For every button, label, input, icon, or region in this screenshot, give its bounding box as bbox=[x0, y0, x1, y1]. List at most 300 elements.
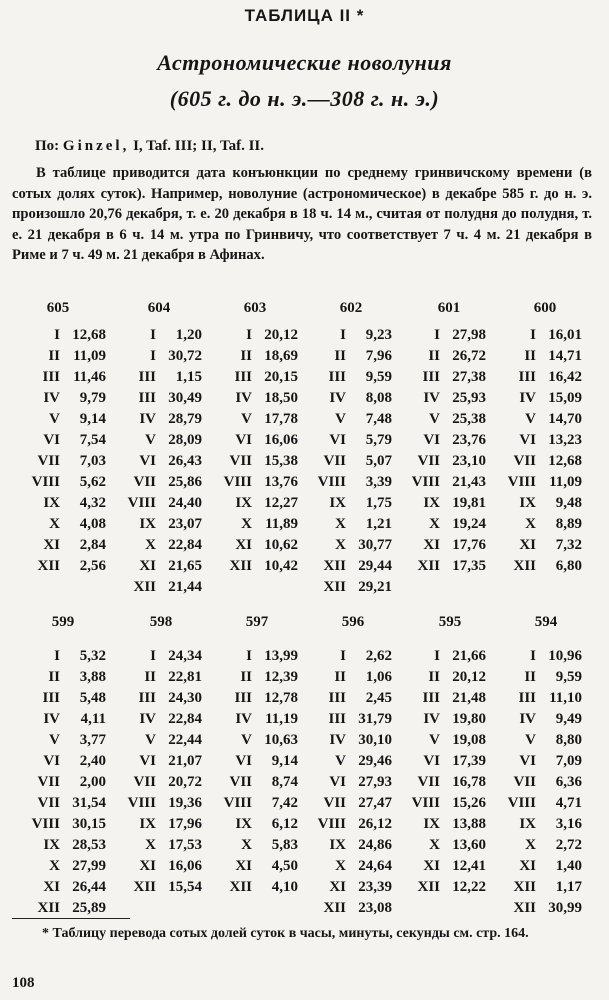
month-entry bbox=[408, 388, 486, 409]
new-moon-date: 20,15 bbox=[264, 369, 298, 385]
month-entry bbox=[124, 856, 202, 877]
new-moon-date: 14,71 bbox=[548, 348, 582, 364]
month-numeral: VII bbox=[417, 453, 440, 469]
month-entry bbox=[124, 877, 202, 898]
new-moon-date: 15,26 bbox=[452, 795, 486, 811]
month-entry bbox=[408, 346, 486, 367]
month-numeral: VIII bbox=[127, 795, 156, 811]
month-entry bbox=[314, 646, 392, 667]
month-entry bbox=[314, 577, 392, 598]
month-entry bbox=[314, 751, 392, 772]
month-entry bbox=[28, 409, 106, 430]
new-moon-date: 26,72 bbox=[452, 348, 486, 364]
new-moon-date: 17,53 bbox=[168, 837, 202, 853]
year-heading: 605 bbox=[46, 300, 70, 316]
month-numeral: V bbox=[335, 411, 346, 427]
month-entry bbox=[314, 367, 392, 388]
month-entry bbox=[124, 346, 202, 367]
month-entry bbox=[314, 688, 392, 709]
new-moon-date: 22,84 bbox=[168, 537, 202, 553]
month-entry bbox=[408, 451, 486, 472]
month-entry bbox=[124, 667, 202, 688]
new-moon-date: 1,06 bbox=[365, 669, 392, 685]
month-numeral: II bbox=[240, 348, 252, 364]
month-numeral: XI bbox=[139, 858, 156, 874]
month-entry bbox=[28, 388, 106, 409]
month-entry bbox=[408, 367, 486, 388]
month-numeral: I bbox=[434, 648, 440, 664]
new-moon-date: 15,09 bbox=[548, 390, 582, 406]
month-numeral: I bbox=[150, 327, 156, 343]
month-numeral: VIII bbox=[317, 474, 346, 490]
new-moon-date: 21,44 bbox=[168, 579, 202, 595]
month-numeral: VI bbox=[139, 453, 156, 469]
year-column bbox=[504, 325, 582, 577]
month-entry bbox=[314, 346, 392, 367]
month-numeral: V bbox=[429, 411, 440, 427]
new-moon-date: 9,14 bbox=[271, 753, 298, 769]
new-moon-date: 16,01 bbox=[548, 327, 582, 343]
new-moon-date: 23,07 bbox=[168, 516, 202, 532]
month-entry bbox=[220, 325, 298, 346]
month-entry bbox=[504, 793, 582, 814]
month-numeral: V bbox=[525, 411, 536, 427]
year-column bbox=[124, 325, 202, 598]
source-reference bbox=[35, 138, 264, 155]
new-moon-date: 7,48 bbox=[365, 411, 392, 427]
month-entry bbox=[28, 793, 106, 814]
month-entry bbox=[124, 556, 202, 577]
new-moon-date: 28,53 bbox=[72, 837, 106, 853]
new-moon-date: 1,21 bbox=[365, 516, 392, 532]
new-moon-date: 1,15 bbox=[175, 369, 202, 385]
new-moon-date: 13,99 bbox=[264, 648, 298, 664]
new-moon-date: 27,38 bbox=[452, 369, 486, 385]
month-numeral: VIII bbox=[317, 816, 346, 832]
new-moon-date: 21,48 bbox=[452, 690, 486, 706]
new-moon-date: 30,10 bbox=[358, 732, 392, 748]
month-entry bbox=[220, 388, 298, 409]
month-numeral: III bbox=[328, 711, 346, 727]
month-numeral: V bbox=[335, 753, 346, 769]
month-entry bbox=[314, 514, 392, 535]
new-moon-date: 11,09 bbox=[549, 474, 582, 490]
month-numeral: VI bbox=[519, 432, 536, 448]
new-moon-date: 7,96 bbox=[365, 348, 392, 364]
month-numeral: VII bbox=[133, 474, 156, 490]
new-moon-date: 19,24 bbox=[452, 516, 486, 532]
month-entry bbox=[124, 730, 202, 751]
month-entry bbox=[408, 688, 486, 709]
month-entry bbox=[28, 814, 106, 835]
year-column bbox=[504, 646, 582, 919]
month-entry bbox=[28, 325, 106, 346]
month-numeral: XI bbox=[139, 558, 156, 574]
month-entry bbox=[408, 472, 486, 493]
new-moon-date: 5,32 bbox=[79, 648, 106, 664]
month-numeral: XII bbox=[513, 879, 536, 895]
new-moon-date: 23,08 bbox=[358, 900, 392, 916]
month-numeral: XI bbox=[423, 537, 440, 553]
month-numeral: VII bbox=[133, 774, 156, 790]
year-column bbox=[314, 646, 392, 919]
year-column bbox=[220, 646, 298, 898]
month-entry bbox=[124, 751, 202, 772]
month-entry bbox=[124, 430, 202, 451]
month-numeral: I bbox=[54, 327, 60, 343]
month-entry bbox=[504, 325, 582, 346]
month-entry bbox=[124, 814, 202, 835]
month-numeral: II bbox=[48, 348, 60, 364]
month-entry bbox=[314, 709, 392, 730]
new-moon-date: 2,45 bbox=[365, 690, 392, 706]
month-numeral: XII bbox=[133, 579, 156, 595]
month-numeral: IV bbox=[139, 711, 156, 727]
month-numeral: III bbox=[138, 390, 156, 406]
month-entry bbox=[504, 667, 582, 688]
new-moon-date: 7,09 bbox=[555, 753, 582, 769]
month-numeral: XI bbox=[329, 879, 346, 895]
new-moon-date: 23,39 bbox=[358, 879, 392, 895]
month-entry bbox=[124, 325, 202, 346]
new-moon-date: 9,23 bbox=[365, 327, 392, 343]
month-numeral: IV bbox=[423, 711, 440, 727]
month-entry bbox=[408, 856, 486, 877]
month-entry bbox=[28, 346, 106, 367]
month-entry bbox=[504, 646, 582, 667]
new-moon-date: 18,50 bbox=[264, 390, 298, 406]
new-moon-date: 12,41 bbox=[452, 858, 486, 874]
month-entry bbox=[28, 751, 106, 772]
month-entry bbox=[124, 367, 202, 388]
month-entry bbox=[314, 877, 392, 898]
new-moon-date: 30,72 bbox=[168, 348, 202, 364]
month-entry bbox=[314, 667, 392, 688]
new-moon-date: 20,72 bbox=[168, 774, 202, 790]
new-moon-date: 23,10 bbox=[452, 453, 486, 469]
new-moon-date: 30,99 bbox=[548, 900, 582, 916]
month-numeral: X bbox=[49, 516, 60, 532]
month-numeral: IX bbox=[235, 495, 252, 511]
new-moon-date: 5,62 bbox=[79, 474, 106, 490]
new-moon-date: 19,36 bbox=[168, 795, 202, 811]
month-numeral: X bbox=[241, 837, 252, 853]
month-numeral: X bbox=[145, 537, 156, 553]
month-entry bbox=[28, 835, 106, 856]
month-numeral: IX bbox=[43, 837, 60, 853]
month-entry bbox=[314, 772, 392, 793]
month-numeral: X bbox=[429, 837, 440, 853]
new-moon-date: 12,22 bbox=[452, 879, 486, 895]
month-entry bbox=[408, 667, 486, 688]
month-entry bbox=[28, 367, 106, 388]
month-entry bbox=[504, 856, 582, 877]
month-entry bbox=[124, 793, 202, 814]
month-entry bbox=[220, 688, 298, 709]
new-moon-date: 23,76 bbox=[452, 432, 486, 448]
month-entry bbox=[314, 430, 392, 451]
new-moon-date: 28,79 bbox=[168, 411, 202, 427]
new-moon-date: 14,70 bbox=[548, 411, 582, 427]
month-numeral: IV bbox=[519, 390, 536, 406]
month-entry bbox=[408, 409, 486, 430]
month-numeral: XII bbox=[133, 879, 156, 895]
year-column bbox=[28, 325, 106, 577]
new-moon-date: 4,08 bbox=[79, 516, 106, 532]
year-heading: 597 bbox=[245, 614, 269, 630]
month-numeral: III bbox=[42, 690, 60, 706]
new-moon-date: 1,17 bbox=[555, 879, 582, 895]
new-moon-date: 2,00 bbox=[79, 774, 106, 790]
month-numeral: II bbox=[428, 669, 440, 685]
month-entry bbox=[314, 793, 392, 814]
new-moon-date: 3,77 bbox=[79, 732, 106, 748]
new-moon-date: 8,74 bbox=[271, 774, 298, 790]
new-moon-date: 21,07 bbox=[168, 753, 202, 769]
month-numeral: II bbox=[524, 348, 536, 364]
month-numeral: XI bbox=[519, 858, 536, 874]
month-numeral: VII bbox=[37, 774, 60, 790]
month-entry bbox=[124, 409, 202, 430]
new-moon-date: 8,89 bbox=[555, 516, 582, 532]
month-numeral: VIII bbox=[507, 795, 536, 811]
month-numeral: X bbox=[241, 516, 252, 532]
new-moon-date: 21,43 bbox=[452, 474, 486, 490]
month-numeral: VII bbox=[513, 453, 536, 469]
month-numeral: I bbox=[150, 648, 156, 664]
year-heading: 596 bbox=[341, 614, 365, 630]
month-entry bbox=[314, 388, 392, 409]
new-moon-date: 10,42 bbox=[264, 558, 298, 574]
month-numeral: VII bbox=[229, 774, 252, 790]
month-entry bbox=[314, 325, 392, 346]
month-numeral: I bbox=[150, 348, 156, 364]
month-entry bbox=[220, 814, 298, 835]
new-moon-date: 9,49 bbox=[555, 711, 582, 727]
month-numeral: V bbox=[429, 732, 440, 748]
new-moon-date: 20,12 bbox=[452, 669, 486, 685]
new-moon-date: 31,54 bbox=[72, 795, 106, 811]
new-moon-date: 6,80 bbox=[555, 558, 582, 574]
month-entry bbox=[314, 730, 392, 751]
month-numeral: IX bbox=[519, 495, 536, 511]
month-entry bbox=[124, 493, 202, 514]
new-moon-date: 30,15 bbox=[72, 816, 106, 832]
new-moon-date: 16,06 bbox=[168, 858, 202, 874]
month-numeral: VI bbox=[519, 753, 536, 769]
month-entry bbox=[220, 346, 298, 367]
month-entry bbox=[124, 451, 202, 472]
new-moon-date: 11,19 bbox=[265, 711, 298, 727]
month-numeral: IX bbox=[235, 816, 252, 832]
new-moon-date: 24,40 bbox=[168, 495, 202, 511]
month-numeral: I bbox=[530, 648, 536, 664]
month-numeral: II bbox=[240, 669, 252, 685]
month-numeral: XII bbox=[229, 879, 252, 895]
month-entry bbox=[28, 646, 106, 667]
month-numeral: V bbox=[241, 732, 252, 748]
month-entry bbox=[408, 751, 486, 772]
month-entry bbox=[220, 493, 298, 514]
month-entry bbox=[28, 514, 106, 535]
month-entry bbox=[28, 730, 106, 751]
month-numeral: IX bbox=[139, 816, 156, 832]
new-moon-date: 12,68 bbox=[72, 327, 106, 343]
month-numeral: VI bbox=[235, 753, 252, 769]
month-numeral: VIII bbox=[127, 495, 156, 511]
new-moon-date: 8,80 bbox=[555, 732, 582, 748]
new-moon-date: 27,93 bbox=[358, 774, 392, 790]
month-numeral: XII bbox=[37, 558, 60, 574]
month-entry bbox=[28, 472, 106, 493]
year-heading: 594 bbox=[534, 614, 558, 630]
footnote: * Таблицу перевода сотых долей суток в часы, минуты, секунды см. стр. 164. bbox=[42, 926, 529, 941]
year-heading: 598 bbox=[149, 614, 173, 630]
month-entry bbox=[28, 856, 106, 877]
new-moon-date: 9,48 bbox=[555, 495, 582, 511]
new-moon-date: 16,06 bbox=[264, 432, 298, 448]
month-numeral: III bbox=[42, 369, 60, 385]
month-entry bbox=[314, 898, 392, 919]
month-numeral: I bbox=[54, 648, 60, 664]
month-entry bbox=[504, 556, 582, 577]
new-moon-date: 17,96 bbox=[168, 816, 202, 832]
month-numeral: VI bbox=[329, 432, 346, 448]
month-numeral: XII bbox=[323, 579, 346, 595]
month-entry bbox=[28, 493, 106, 514]
new-moon-date: 9,79 bbox=[79, 390, 106, 406]
intro-paragraph: В таблице приводится дата конъюнкции по среднему гринвичскому времени (в сотых долях суток). Например, новолуние (астрономическое) в декабре 585 г. до н. э. произошло 20,76 декабря, т. е. 20 декабря в 18 ч. 14 м., считая от полудня до полудня, т. е. 21 декабря в 6 ч. 14 м. утра по Гринвичу, что соответствует 7 ч. 4 м. 21 декабря в Риме и 7 ч. 49 м. 21 декабря в Афинах. bbox=[12, 165, 592, 263]
month-numeral: IX bbox=[423, 816, 440, 832]
month-entry bbox=[504, 814, 582, 835]
month-numeral: I bbox=[340, 648, 346, 664]
month-numeral: IV bbox=[519, 711, 536, 727]
new-moon-date: 7,03 bbox=[79, 453, 106, 469]
month-numeral: VIII bbox=[507, 474, 536, 490]
month-numeral: XI bbox=[235, 858, 252, 874]
month-numeral: XII bbox=[513, 900, 536, 916]
new-moon-date: 27,98 bbox=[452, 327, 486, 343]
new-moon-date: 17,78 bbox=[264, 411, 298, 427]
new-moon-date: 17,39 bbox=[452, 753, 486, 769]
new-moon-date: 13,60 bbox=[452, 837, 486, 853]
month-entry bbox=[124, 514, 202, 535]
month-entry bbox=[408, 814, 486, 835]
month-numeral: XII bbox=[323, 900, 346, 916]
month-numeral: VI bbox=[235, 432, 252, 448]
month-numeral: XII bbox=[417, 558, 440, 574]
new-moon-date: 15,54 bbox=[168, 879, 202, 895]
year-column bbox=[314, 325, 392, 598]
month-entry bbox=[408, 535, 486, 556]
month-numeral: IX bbox=[519, 816, 536, 832]
month-numeral: III bbox=[234, 369, 252, 385]
new-moon-date: 13,23 bbox=[548, 432, 582, 448]
month-numeral: I bbox=[434, 327, 440, 343]
new-moon-date: 4,11 bbox=[80, 711, 106, 727]
new-moon-date: 7,54 bbox=[79, 432, 106, 448]
month-numeral: VII bbox=[417, 774, 440, 790]
month-numeral: VIII bbox=[411, 474, 440, 490]
month-entry bbox=[124, 472, 202, 493]
month-numeral: V bbox=[49, 732, 60, 748]
month-entry bbox=[314, 409, 392, 430]
month-entry bbox=[314, 472, 392, 493]
new-moon-date: 13,88 bbox=[452, 816, 486, 832]
new-moon-date: 6,36 bbox=[555, 774, 582, 790]
new-moon-date: 29,21 bbox=[358, 579, 392, 595]
new-moon-date: 25,89 bbox=[72, 900, 106, 916]
year-heading: 603 bbox=[243, 300, 267, 316]
new-moon-date: 3,16 bbox=[555, 816, 582, 832]
month-numeral: V bbox=[145, 432, 156, 448]
month-entry bbox=[28, 709, 106, 730]
month-entry bbox=[220, 877, 298, 898]
year-column bbox=[28, 646, 106, 919]
month-entry bbox=[408, 730, 486, 751]
month-entry bbox=[124, 835, 202, 856]
new-moon-date: 25,86 bbox=[168, 474, 202, 490]
month-entry bbox=[504, 877, 582, 898]
month-entry bbox=[28, 451, 106, 472]
month-numeral: X bbox=[335, 858, 346, 874]
month-entry bbox=[220, 430, 298, 451]
month-entry bbox=[314, 535, 392, 556]
new-moon-date: 19,80 bbox=[452, 711, 486, 727]
year-column bbox=[408, 325, 486, 577]
month-entry bbox=[314, 814, 392, 835]
month-entry bbox=[504, 709, 582, 730]
year-heading: 595 bbox=[438, 614, 462, 630]
source-author: Ginzel, bbox=[62, 138, 130, 154]
month-entry bbox=[220, 667, 298, 688]
month-numeral: VIII bbox=[223, 474, 252, 490]
month-numeral: I bbox=[530, 327, 536, 343]
new-moon-date: 1,20 bbox=[175, 327, 202, 343]
month-numeral: II bbox=[144, 669, 156, 685]
month-numeral: IX bbox=[43, 495, 60, 511]
new-moon-date: 21,66 bbox=[452, 648, 486, 664]
month-numeral: IX bbox=[329, 495, 346, 511]
new-moon-date: 16,78 bbox=[452, 774, 486, 790]
month-entry bbox=[314, 451, 392, 472]
year-heading: 599 bbox=[51, 614, 75, 630]
month-numeral: III bbox=[234, 690, 252, 706]
month-numeral: VI bbox=[329, 774, 346, 790]
month-entry bbox=[124, 709, 202, 730]
month-entry bbox=[124, 388, 202, 409]
new-moon-date: 22,81 bbox=[168, 669, 202, 685]
month-entry bbox=[220, 409, 298, 430]
new-moon-date: 2,56 bbox=[79, 558, 106, 574]
month-entry bbox=[408, 646, 486, 667]
month-numeral: XII bbox=[229, 558, 252, 574]
new-moon-date: 24,30 bbox=[168, 690, 202, 706]
month-numeral: VIII bbox=[223, 795, 252, 811]
month-entry bbox=[504, 472, 582, 493]
month-numeral: XI bbox=[519, 537, 536, 553]
new-moon-date: 1,40 bbox=[555, 858, 582, 874]
month-numeral: XI bbox=[43, 537, 60, 553]
month-entry bbox=[504, 898, 582, 919]
new-moon-date: 12,27 bbox=[264, 495, 298, 511]
month-entry bbox=[28, 688, 106, 709]
month-entry bbox=[504, 751, 582, 772]
new-moon-date: 7,32 bbox=[555, 537, 582, 553]
month-numeral: IV bbox=[329, 732, 346, 748]
month-numeral: VI bbox=[43, 753, 60, 769]
month-numeral: II bbox=[524, 669, 536, 685]
